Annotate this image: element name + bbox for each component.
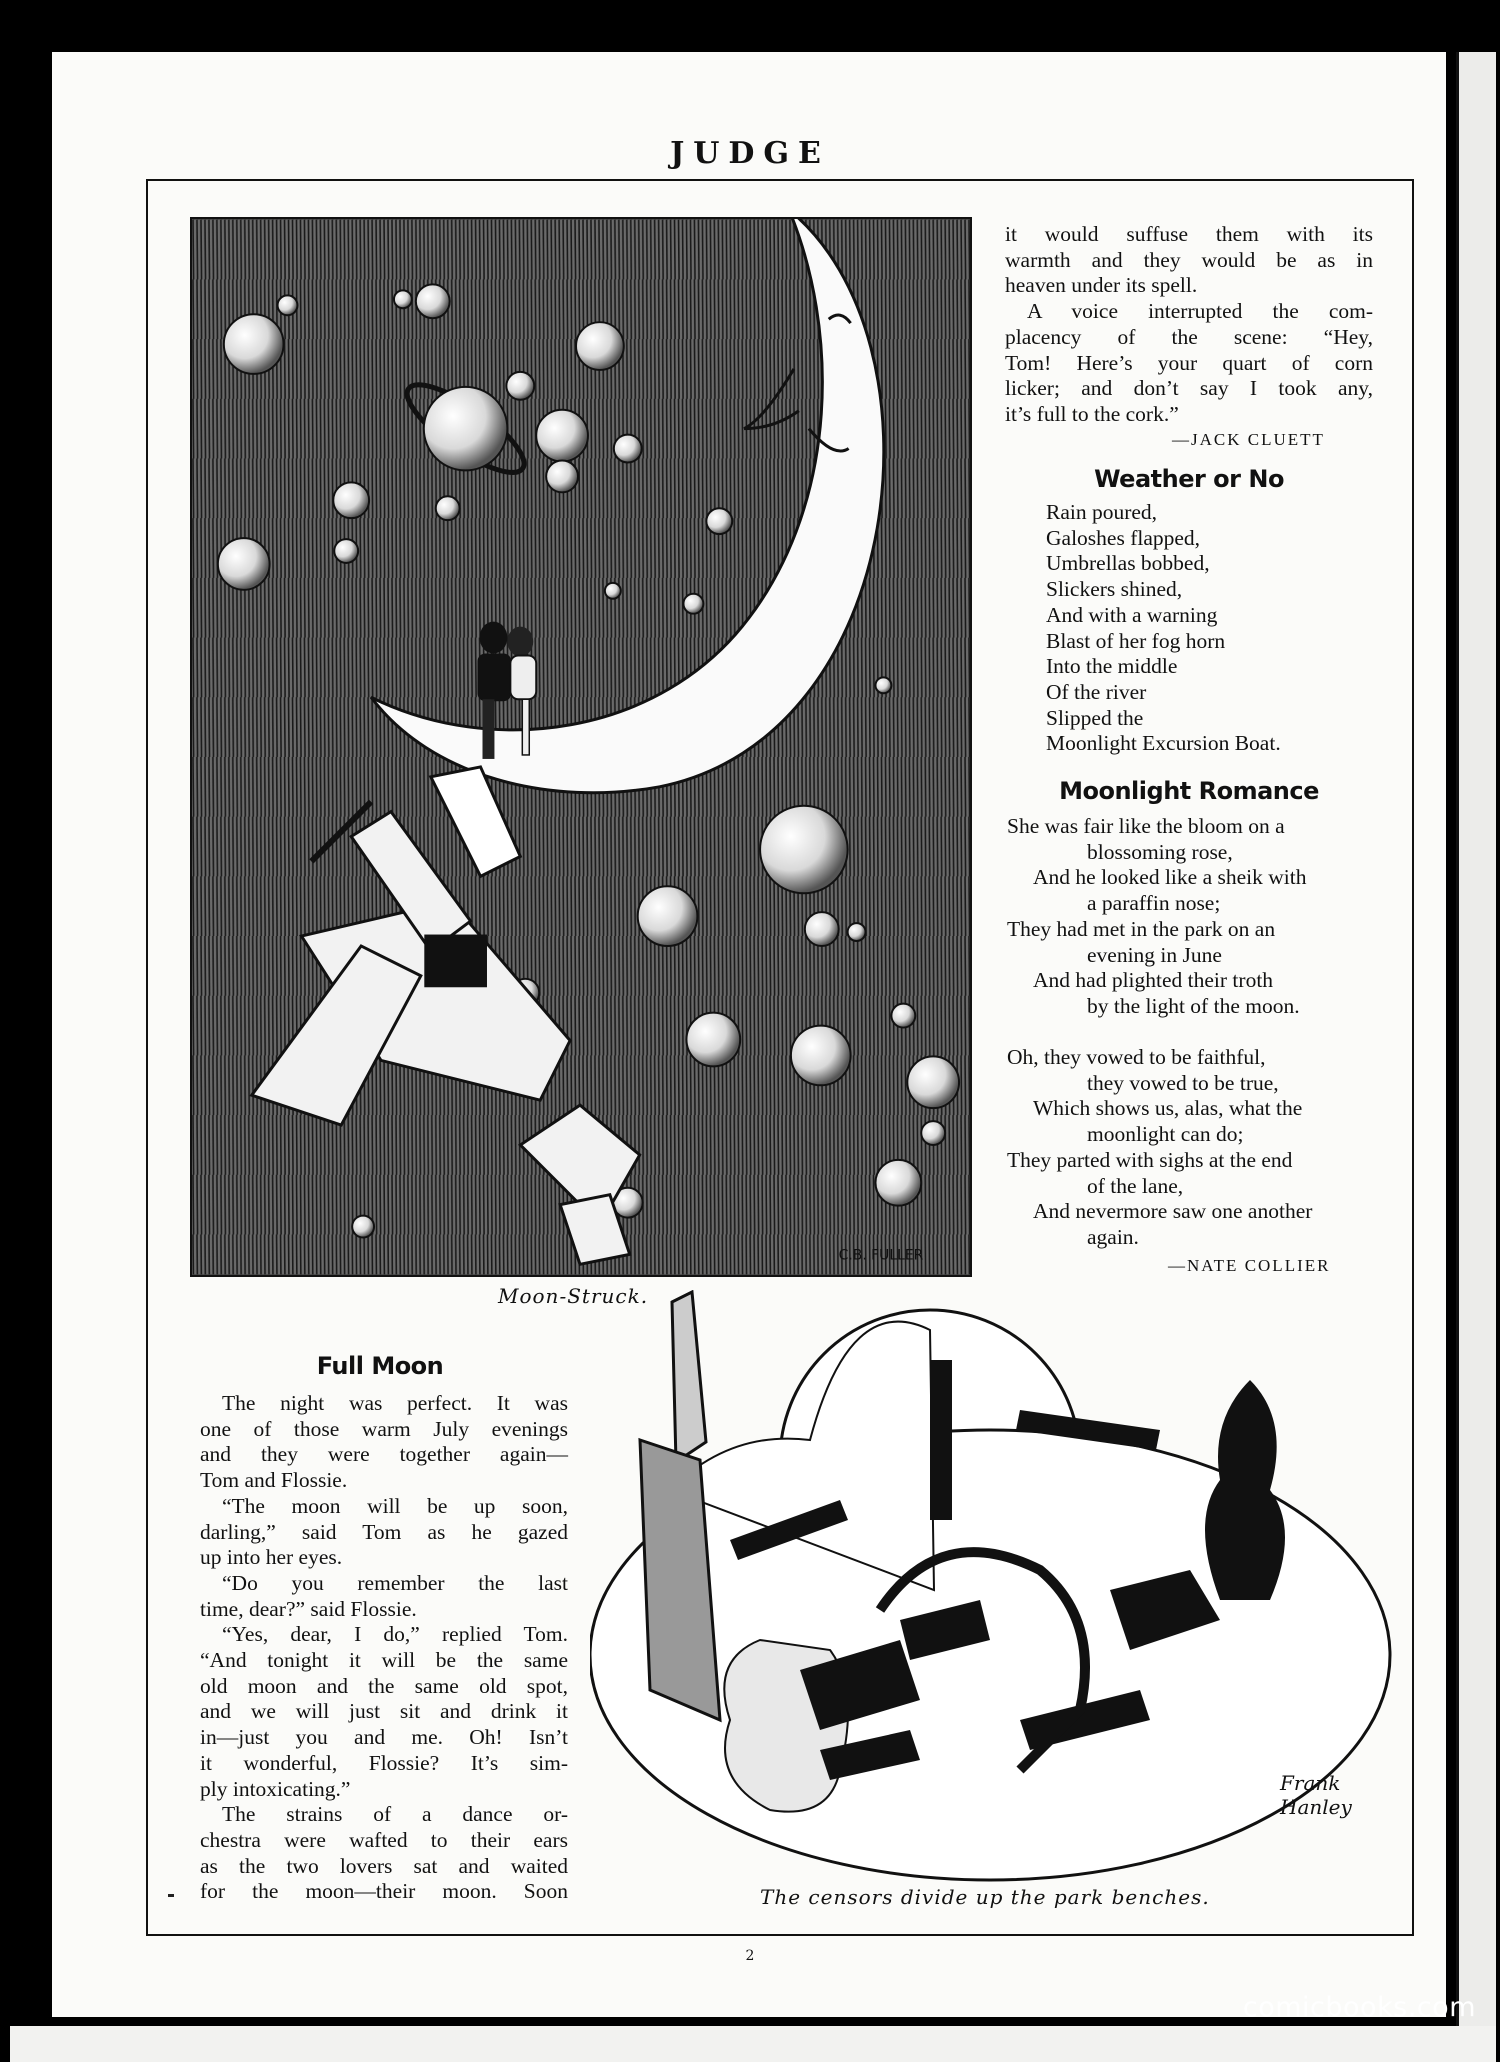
illustrator-signature: C.B. FULLER — [838, 1247, 924, 1264]
romance-poem-stanza-2 — [1007, 1045, 1312, 1251]
text-line: heaven under its spell. — [1005, 273, 1198, 298]
text-line: licker; and don’t say I took any, — [1005, 376, 1373, 401]
moon-struck-caption: Moon-Struck. — [498, 1284, 649, 1308]
text-line: as the two lovers sat and waited — [200, 1853, 568, 1878]
text-line: Tom! Here’s your quart of corn — [1005, 350, 1373, 375]
moon-struck-illustration — [190, 217, 972, 1277]
text-line: for the moon—their moon. Soon — [200, 1879, 568, 1904]
poem-line: they vowed to be true, — [1087, 1070, 1279, 1095]
page-number: 2 — [745, 1948, 755, 1964]
poem-line: And had plighted their troth — [1033, 968, 1274, 993]
poem-line: Blast of her fog horn — [1046, 628, 1226, 653]
poem-line: She was fair like the bloom on a — [1007, 814, 1285, 838]
poem-line: evening in June — [1087, 942, 1222, 967]
text-line: it’s full to the cork.” — [1005, 401, 1179, 426]
poem-line: They parted with sighs at the end — [1007, 1147, 1293, 1172]
park-benches-illustration — [590, 1290, 1396, 1890]
margin-mark — [168, 1894, 174, 1897]
text-line: ply intoxicating.” — [200, 1776, 351, 1801]
watermark: comicbooks.com — [1242, 1992, 1476, 2023]
poem-line: And he looked like a sheik with — [1033, 865, 1307, 890]
next-page-edge — [10, 2026, 1496, 2062]
full-moon-author: —JACK CLUETT — [1172, 430, 1325, 449]
poem-line: They had met in the park on an — [1007, 916, 1276, 941]
text-line: one of those warm July evenings — [200, 1416, 568, 1441]
text-line: “Do you remember the last — [222, 1570, 568, 1595]
full-moon-title: Full Moon — [316, 1352, 444, 1380]
text-line: A voice interrupted the com- — [1027, 299, 1373, 324]
poem-line: Of the river — [1046, 679, 1147, 704]
romance-author: —NATE COLLIER — [1168, 1256, 1331, 1275]
text-line: The night was perfect. It was — [222, 1391, 568, 1415]
text-line: “The moon will be up soon, — [222, 1493, 568, 1518]
text-line: old moon and the same old spot, — [200, 1673, 568, 1698]
text-line: placency of the scene: “Hey, — [1005, 324, 1373, 349]
text-line: “And tonight it will be the same — [200, 1648, 568, 1673]
factory-chimney — [930, 1360, 952, 1520]
text-line: Tom and Flossie. — [200, 1468, 348, 1493]
poem-line: Umbrellas bobbed, — [1046, 551, 1210, 576]
illustrator-signature-line-1: Frank — [1280, 1771, 1341, 1795]
skyscraper — [672, 1292, 706, 1462]
illustrator-signature-line-2: Hanley — [1280, 1795, 1352, 1819]
masthead: JUDGE — [670, 136, 830, 171]
text-line: up into her eyes. — [200, 1545, 343, 1570]
text-line: time, dear?” said Flossie. — [200, 1596, 417, 1621]
text-line: and we will just sit and drink it — [200, 1699, 568, 1724]
poem-line: moonlight can do; — [1087, 1122, 1244, 1147]
poem-line: Into the middle — [1046, 654, 1178, 679]
weather-title: Weather or No — [1094, 465, 1284, 493]
moon-struck-drawing — [192, 219, 970, 1275]
romance-poem-stanza-1 — [1007, 814, 1306, 1020]
park-benches-caption: The censors divide up the park benches. — [760, 1885, 1210, 1909]
weather-poem — [1046, 500, 1281, 757]
adjacent-page-edge — [1456, 52, 1496, 2027]
text-line: it wonderful, Flossie? It’s sim- — [200, 1750, 568, 1775]
poem-line: a paraffin nose; — [1087, 891, 1221, 916]
poem-line: of the lane, — [1087, 1173, 1184, 1198]
text-line: in—just you and me. Oh! Isn’t — [200, 1725, 568, 1750]
poem-line: And nevermore saw one another — [1033, 1199, 1313, 1224]
poem-line: Galoshes flapped, — [1046, 525, 1201, 550]
text-line: it would suffuse them with its — [1005, 222, 1373, 246]
poem-line: Moonlight Excursion Boat. — [1046, 731, 1281, 756]
text-line: chestra were wafted to their ears — [200, 1827, 568, 1852]
text-line: warmth and they would be as in — [1005, 247, 1373, 272]
text-line: darling,” said Tom as he gazed — [200, 1519, 568, 1544]
cypress-tree — [1205, 1380, 1285, 1600]
text-line: The strains of a dance or- — [222, 1802, 568, 1827]
poem-line: And with a warning — [1046, 602, 1218, 627]
full-moon-continuation — [1005, 222, 1373, 428]
park-benches-drawing — [590, 1290, 1396, 1890]
poem-line: blossoming rose, — [1087, 839, 1233, 864]
poem-line: Slipped the — [1046, 705, 1144, 730]
poem-line: Rain poured, — [1046, 500, 1158, 524]
poem-line: Which shows us, alas, what the — [1033, 1096, 1303, 1121]
text-line: and they were together again— — [200, 1442, 568, 1467]
full-moon-body — [200, 1391, 568, 1905]
romance-title: Moonlight Romance — [1059, 777, 1319, 805]
poem-line: by the light of the moon. — [1087, 993, 1300, 1018]
poem-line: Oh, they vowed to be faithful, — [1007, 1045, 1266, 1069]
text-line: “Yes, dear, I do,” replied Tom. — [222, 1622, 568, 1647]
poem-line: again. — [1087, 1224, 1139, 1249]
poem-line: Slickers shined, — [1046, 577, 1183, 602]
